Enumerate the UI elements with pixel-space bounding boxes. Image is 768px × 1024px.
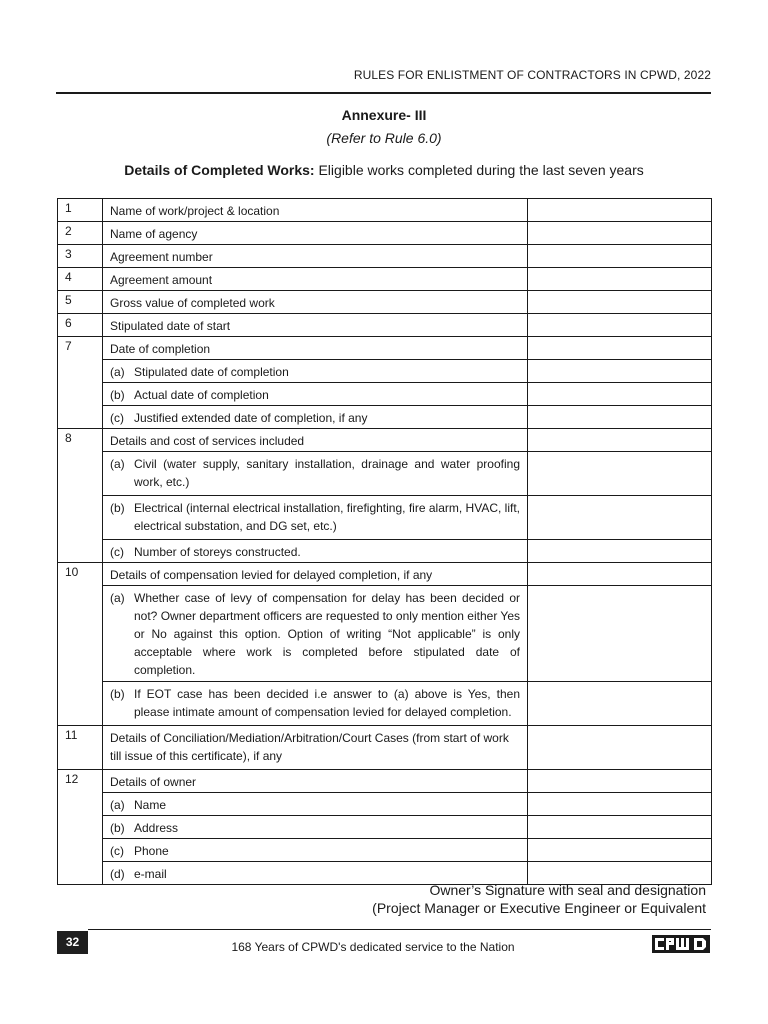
value-cell — [528, 268, 712, 291]
table-row — [58, 222, 712, 245]
value-cell — [528, 563, 712, 586]
sub-item-text: e-mail — [134, 867, 167, 881]
sub-item-letter: (a) — [110, 365, 125, 379]
sub-item-text: Actual date of completion — [134, 388, 269, 402]
sub-item-letter: (b) — [110, 821, 125, 835]
table-row — [58, 314, 712, 337]
row-label: Name of work/project & location — [103, 199, 528, 222]
row-number: 11 — [58, 726, 103, 770]
sub-item-letter: (a) — [110, 591, 125, 605]
table-subrow — [58, 586, 712, 682]
sub-item — [110, 842, 520, 860]
sub-item-text: Whether case of levy of compensation for delay has been decided or not? Owner department officers are requested to only mention either Yes or No against this option. Option of writing “Not applicable” is only acceptable where work is completed before stipulated date of completion. — [134, 591, 521, 677]
table-subrow — [58, 406, 712, 429]
table-subrow — [58, 496, 712, 540]
table-subrow — [58, 793, 712, 816]
row-label: Details of Conciliation/Mediation/Arbitration/Court Cases (from start of work till issue of this certificate), if any — [103, 726, 528, 770]
sub-item — [110, 499, 520, 535]
table-subrow — [58, 540, 712, 563]
annexure-title: Annexure- III — [341, 107, 427, 123]
table-row — [58, 770, 712, 793]
sub-item-text: Phone — [134, 844, 169, 858]
table-row — [58, 563, 712, 586]
rule-reference: (Refer to Rule 6.0) — [326, 130, 442, 146]
sub-item-text: Stipulated date of completion — [134, 365, 289, 379]
section-heading-text: Eligible works completed during the last seven years — [314, 162, 644, 178]
row-number: 12 — [58, 770, 103, 885]
sub-item-letter: (c) — [110, 545, 124, 559]
sub-item-letter: (d) — [110, 867, 125, 881]
row-number: 4 — [58, 268, 103, 291]
row-number: 2 — [58, 222, 103, 245]
sub-item-text: Number of storeys constructed. — [134, 545, 301, 559]
row-label: Gross value of completed work — [103, 291, 528, 314]
table-row — [58, 268, 712, 291]
sub-item — [110, 386, 520, 404]
sub-item-text: Name — [134, 798, 167, 812]
sub-item — [110, 819, 520, 837]
row-number: 8 — [58, 429, 103, 563]
value-cell — [528, 429, 712, 452]
sub-item — [110, 455, 520, 491]
value-cell — [528, 314, 712, 337]
value-cell — [528, 337, 712, 360]
sub-item — [110, 363, 520, 381]
row-number: 5 — [58, 291, 103, 314]
section-heading — [0, 162, 768, 178]
table-row — [58, 337, 712, 360]
sub-item-text: Address — [134, 821, 179, 835]
sub-item-letter: (b) — [110, 388, 125, 402]
value-cell — [528, 360, 712, 383]
value-cell — [528, 793, 712, 816]
sub-item-letter: (c) — [110, 411, 124, 425]
value-cell — [528, 726, 712, 770]
value-cell — [528, 222, 712, 245]
row-number: 10 — [58, 563, 103, 726]
table-subrow — [58, 682, 712, 726]
sub-item-text: Civil (water supply, sanitary installation, drainage and water proofing work, etc.) — [134, 457, 520, 489]
value-cell — [528, 496, 712, 540]
row-label: Stipulated date of start — [103, 314, 528, 337]
table-row — [58, 245, 712, 268]
header-rule — [56, 92, 711, 94]
sub-item — [110, 865, 520, 883]
value-cell — [528, 245, 712, 268]
sub-item-letter: (b) — [110, 501, 125, 515]
row-label: Details and cost of services included — [103, 429, 528, 452]
table-subrow — [58, 360, 712, 383]
table-row — [58, 291, 712, 314]
sub-item — [110, 409, 520, 427]
table-subrow — [58, 839, 712, 862]
value-cell — [528, 839, 712, 862]
sub-item — [110, 685, 520, 721]
row-label: Details of compensation levied for delayed completion, if any — [103, 563, 528, 586]
value-cell — [528, 770, 712, 793]
section-heading-bold: Details of Completed Works: — [124, 162, 315, 178]
cpwd-logo — [651, 933, 711, 955]
table-subrow — [58, 816, 712, 839]
value-cell — [528, 406, 712, 429]
sub-item-letter: (b) — [110, 687, 125, 701]
sub-item-text: If EOT case has been decided i.e answer to (a) above is Yes, then please intimate amount of compensation levied for delayed completion. — [134, 687, 520, 719]
signature-designation: (Project Manager or Executive Engineer or Equivalent — [372, 900, 706, 916]
sub-item — [110, 543, 520, 561]
table-subrow — [58, 383, 712, 406]
running-header: RULES FOR ENLISTMENT OF CONTRACTORS IN CPWD, 2022 — [353, 68, 711, 82]
footer-rule — [88, 929, 711, 930]
table-row — [58, 199, 712, 222]
value-cell — [528, 586, 712, 682]
value-cell — [528, 452, 712, 496]
value-cell — [528, 682, 712, 726]
value-cell — [528, 816, 712, 839]
sub-item — [110, 589, 520, 679]
value-cell — [528, 199, 712, 222]
sub-item-letter: (a) — [110, 798, 125, 812]
row-label: Name of agency — [103, 222, 528, 245]
table-subrow — [58, 452, 712, 496]
row-label: Agreement number — [103, 245, 528, 268]
sub-item-letter: (c) — [110, 844, 124, 858]
row-number: 7 — [58, 337, 103, 429]
value-cell — [528, 291, 712, 314]
row-number: 3 — [58, 245, 103, 268]
cpwd-logo-icon — [651, 933, 711, 955]
value-cell — [528, 540, 712, 563]
row-number: 6 — [58, 314, 103, 337]
row-label: Agreement amount — [103, 268, 528, 291]
row-label: Details of owner — [103, 770, 528, 793]
row-number: 1 — [58, 199, 103, 222]
page-number: 32 — [57, 931, 88, 954]
table-row — [58, 726, 712, 770]
row-label: Date of completion — [103, 337, 528, 360]
footer-tagline: 168 Years of CPWD's dedicated service to the Nation — [231, 940, 515, 954]
sub-item-text: Electrical (internal electrical installation, firefighting, fire alarm, HVAC, lift, electrical substation, and DG set, etc.) — [134, 501, 520, 533]
value-cell — [528, 383, 712, 406]
signature-caption: Owner’s Signature with seal and designation — [429, 882, 706, 898]
sub-item-letter: (a) — [110, 457, 125, 471]
table-row — [58, 429, 712, 452]
sub-item-text: Justified extended date of completion, if any — [134, 411, 368, 425]
sub-item — [110, 796, 520, 814]
completed-works-table — [57, 198, 712, 885]
